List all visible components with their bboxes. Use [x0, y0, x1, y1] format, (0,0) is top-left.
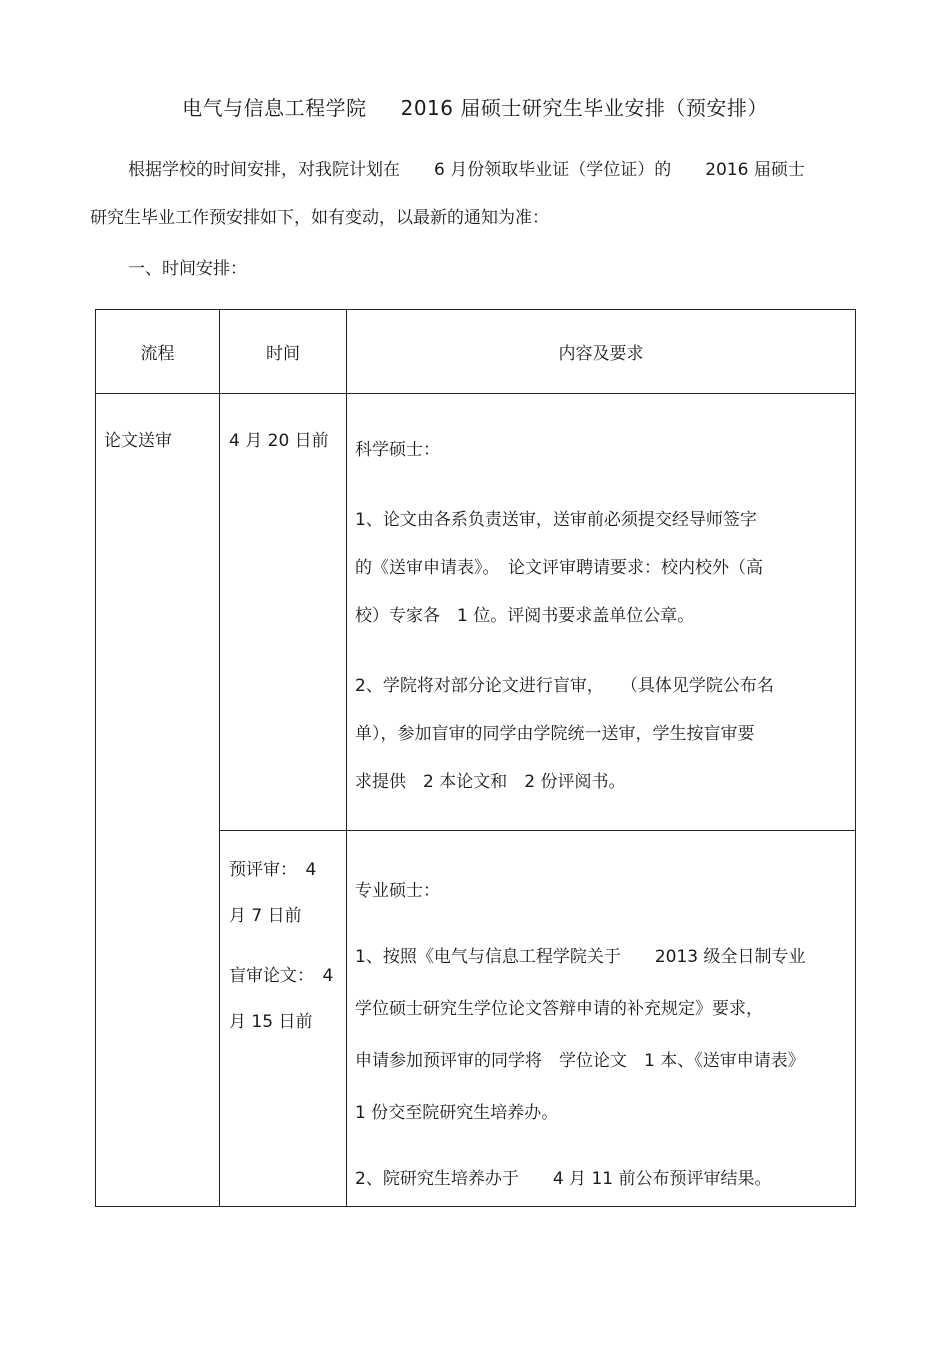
professional-content: [347, 831, 855, 1205]
title-school: 电气与信息工程学院: [182, 96, 367, 120]
professional-item1-line: 1 份交至院研究生培养办。: [355, 1103, 559, 1123]
time-cell-b: [220, 831, 347, 1207]
professional-heading: 专业硕士：: [355, 881, 440, 901]
time-cell-a: [220, 394, 347, 831]
science-item1-line: 1、论文由各系负责送审，送审前必须提交经导师签字: [355, 510, 757, 530]
professional-item1-line: 学位硕士研究生学位论文答辩申请的补充规定》要求，: [355, 999, 763, 1019]
science-item2-line: 单），参加盲审的同学由学院统一送审，学生按盲审要: [355, 724, 755, 744]
professional-item2: 2、院研究生培养办于 4 月 11 前公布预评审结果。: [355, 1169, 772, 1189]
time-b-line: 月 7 日前: [229, 906, 302, 926]
time-b-label: [220, 831, 346, 1045]
table-header-row: [96, 310, 856, 394]
science-item1-line: 的《送审申请表》。 论文评审聘请要求：校内校外（高: [355, 558, 763, 578]
header-content: 内容及要求: [347, 310, 856, 394]
intro-paragraph: [90, 148, 860, 240]
time-a-label: 4 月 20 日前: [229, 431, 329, 451]
page-title: [0, 92, 950, 121]
professional-item1-line: 1、按照《电气与信息工程学院关于 2013 级全日制专业: [355, 947, 806, 967]
title-subject: 2016 届硕士研究生毕业安排（预安排）: [400, 96, 768, 120]
professional-item1-line: 申请参加预评审的同学将 学位论文 1 本、《送审申请表》: [355, 1051, 805, 1071]
process-label: 论文送审: [104, 431, 172, 451]
science-heading: 科学硕士：: [355, 440, 440, 460]
table-row: [96, 394, 856, 831]
time-b-line: 月 15 日前: [229, 1012, 313, 1032]
process-cell: [96, 394, 220, 1207]
science-item2-line: 求提供 2 本论文和 2 份评阅书。: [355, 772, 626, 792]
science-content-cell: [347, 394, 856, 831]
science-item1-line: 校）专家各 1 位。评阅书要求盖单位公章。: [355, 606, 695, 626]
time-b-line: 预评审： 4: [229, 860, 317, 880]
science-content: [347, 394, 855, 806]
header-process: 流程: [96, 310, 220, 394]
header-time: 时间: [220, 310, 347, 394]
intro-line-2: 研究生毕业工作预安排如下，如有变动，以最新的通知为准：: [90, 208, 549, 228]
intro-line-1: 根据学校的时间安排，对我院计划在 6 月份领取毕业证（学位证）的 2016 届硕士: [128, 160, 805, 180]
science-item2-line: 2、学院将对部分论文进行盲审， （具体见学院公布名: [355, 676, 774, 696]
time-b-line: 盲审论文： 4: [229, 966, 334, 986]
section-heading: 一、时间安排：: [128, 259, 247, 279]
schedule-table: [95, 309, 856, 1207]
professional-content-cell: [347, 831, 856, 1207]
